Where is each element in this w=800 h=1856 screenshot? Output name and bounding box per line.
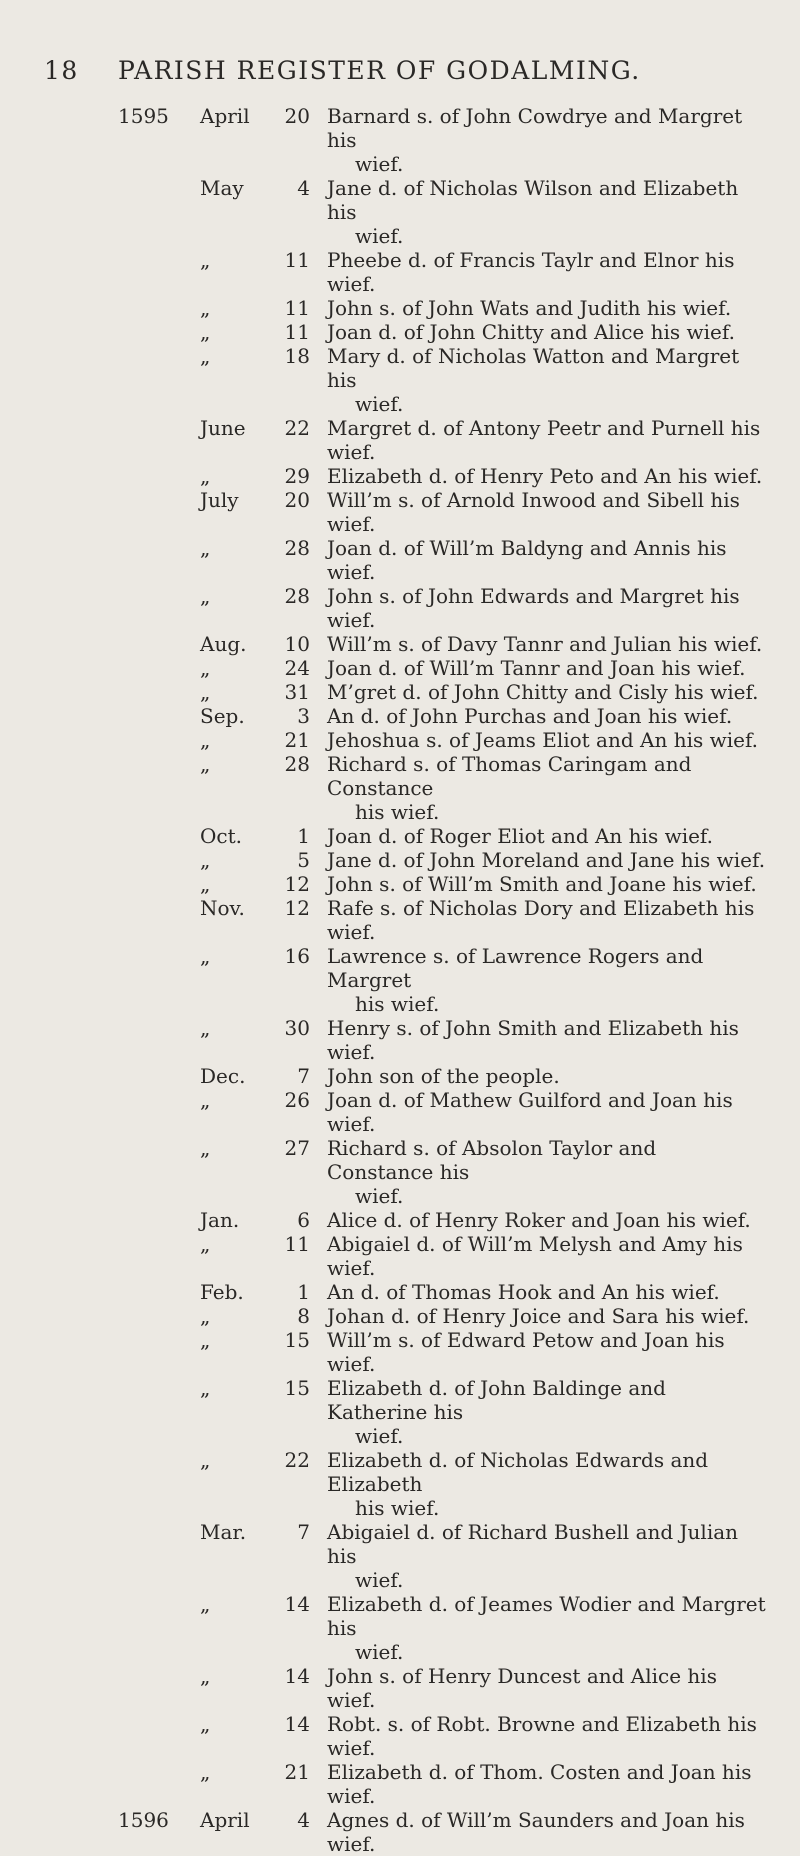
entry-text-block (327, 1592, 767, 1664)
entry-month: Feb. (200, 1280, 244, 1304)
register-entry (0, 1592, 800, 1664)
entry-text-block (327, 1232, 767, 1280)
register-entry (0, 1328, 800, 1376)
page-title: PARISH REGISTER OF GODALMING. (118, 56, 641, 85)
entry-text-block (327, 872, 767, 896)
entry-month: „ (200, 1232, 211, 1256)
entry-text: Jane d. of John Moreland and Jane his wief. (327, 848, 766, 872)
entry-day: 24 (284, 656, 310, 680)
entry-text-block (327, 704, 767, 728)
register-entry (0, 1760, 800, 1808)
entry-text-block (327, 248, 767, 296)
entry-month: Dec. (200, 1064, 246, 1088)
entry-text-continuation: wief. (355, 1640, 404, 1664)
entry-text: Margret d. of Antony Peetr and Purnell his wief. (327, 416, 761, 464)
entry-text: Henry s. of John Smith and Elizabeth his wief. (327, 1016, 739, 1064)
entry-month: „ (200, 1328, 211, 1352)
entry-text: John s. of Henry Duncest and Alice his wief. (327, 1664, 717, 1712)
entry-month: April (200, 1808, 250, 1832)
register-entry (0, 1712, 800, 1760)
entry-text: Elizabeth d. of Thom. Costen and Joan his wief. (327, 1760, 752, 1808)
entry-day: 20 (284, 104, 310, 128)
entry-text-continuation: wief. (355, 1568, 404, 1592)
entry-year: 1596 (118, 1808, 169, 1832)
entry-text-block (327, 1760, 767, 1808)
entry-day: 7 (297, 1064, 310, 1088)
entry-day: 26 (284, 1088, 310, 1112)
entry-text: Will’m s. of Arnold Inwood and Sibell his wief. (327, 488, 740, 536)
entry-month: „ (200, 1376, 211, 1400)
register-entry (0, 1136, 800, 1208)
entry-text-block (327, 1712, 767, 1760)
register-entry (0, 464, 800, 488)
entry-month: „ (200, 1448, 211, 1472)
entry-day: 8 (297, 1304, 310, 1328)
register-entry (0, 656, 800, 680)
entry-day: 14 (284, 1664, 310, 1688)
register-entry (0, 1232, 800, 1280)
entry-day: 21 (284, 728, 310, 752)
entry-text: Joan d. of Mathew Guilford and Joan his wief. (327, 1088, 733, 1136)
entry-text: Will’m s. of Edward Petow and Joan his wief. (327, 1328, 725, 1376)
register-entry (0, 416, 800, 464)
entry-text: Abigaiel d. of Richard Bushell and Julian his (327, 1520, 739, 1568)
entry-text-block (327, 1328, 767, 1376)
entry-day: 14 (284, 1592, 310, 1616)
entry-text: Pheebe d. of Francis Taylr and Elnor his wief. (327, 248, 735, 296)
entry-month: „ (200, 944, 211, 968)
entry-text-block (327, 104, 767, 176)
entry-day: 10 (284, 632, 310, 656)
entry-text: M’gret d. of John Chitty and Cisly his wief. (327, 680, 759, 704)
entry-month: „ (200, 752, 211, 776)
entry-text-continuation: wief. (355, 1424, 404, 1448)
entry-text: Richard s. of Absolon Taylor and Constance his (327, 1136, 657, 1184)
entry-month: Mar. (200, 1520, 247, 1544)
register-entry (0, 584, 800, 632)
entry-text-block (327, 1520, 767, 1592)
entry-month: Aug. (200, 632, 247, 656)
entry-day: 28 (284, 584, 310, 608)
entry-text-block (327, 464, 767, 488)
entry-month: July (200, 488, 239, 512)
entry-text-block (327, 1664, 767, 1712)
entry-text-block (327, 488, 767, 536)
entry-text: Elizabeth d. of Jeames Wodier and Margret his (327, 1592, 766, 1640)
entry-text: Agnes d. of Will’m Saunders and Joan his wief. (327, 1808, 745, 1856)
entry-month: Nov. (200, 896, 245, 920)
entry-month: „ (200, 248, 211, 272)
register-entry (0, 824, 800, 848)
entry-text-block (327, 656, 767, 680)
entry-day: 29 (284, 464, 310, 488)
entry-text-block (327, 752, 767, 824)
entry-text: Rafe s. of Nicholas Dory and Elizabeth his wief. (327, 896, 755, 944)
entry-text-block (327, 536, 767, 584)
entry-month: Sep. (200, 704, 245, 728)
entry-text-block (327, 584, 767, 632)
register-entry (0, 536, 800, 584)
register-entry (0, 1304, 800, 1328)
entry-text: John son of the people. (327, 1064, 560, 1088)
register-entry (0, 1208, 800, 1232)
entry-text-block (327, 1088, 767, 1136)
entry-text-block (327, 176, 767, 248)
entry-month: „ (200, 656, 211, 680)
register-entry (0, 176, 800, 248)
register-entry (0, 896, 800, 944)
register-entry (0, 320, 800, 344)
register-entry (0, 1448, 800, 1520)
register-entry (0, 944, 800, 1016)
entry-text-block (327, 416, 767, 464)
register-entry (0, 728, 800, 752)
entry-month: „ (200, 1664, 211, 1688)
entry-text-block (327, 320, 767, 344)
entry-day: 1 (297, 824, 310, 848)
entry-text: Barnard s. of John Cowdrye and Margret his (327, 104, 743, 152)
register-entry (0, 296, 800, 320)
entry-text-continuation: his wief. (355, 992, 440, 1016)
register-entry (0, 1376, 800, 1448)
entry-day: 11 (284, 1232, 310, 1256)
entry-text-continuation: wief. (355, 392, 404, 416)
entry-text-continuation: wief. (355, 1184, 404, 1208)
register-entry (0, 680, 800, 704)
entry-text: Johan d. of Henry Joice and Sara his wief. (327, 1304, 750, 1328)
entry-day: 4 (297, 1808, 310, 1832)
entry-text: Joan d. of Roger Eliot and An his wief. (327, 824, 713, 848)
entry-day: 5 (297, 848, 310, 872)
entry-month: „ (200, 1592, 211, 1616)
entry-month: „ (200, 1712, 211, 1736)
register-entry (0, 1016, 800, 1064)
entry-day: 28 (284, 752, 310, 776)
register-entry (0, 104, 800, 176)
register-entries (0, 104, 800, 1856)
entry-text-continuation: his wief. (355, 800, 440, 824)
register-entry (0, 1664, 800, 1712)
entry-text: Joan d. of Will’m Tannr and Joan his wief. (327, 656, 746, 680)
entry-month: „ (200, 728, 211, 752)
register-entry (0, 872, 800, 896)
entry-text: Joan d. of John Chitty and Alice his wief. (327, 320, 735, 344)
entry-text: John s. of Will’m Smith and Joane his wief. (327, 872, 757, 896)
register-entry (0, 1088, 800, 1136)
page-header (0, 56, 800, 96)
register-entry (0, 344, 800, 416)
entry-month: „ (200, 1088, 211, 1112)
entry-month: May (200, 176, 244, 200)
entry-text-block (327, 1448, 767, 1520)
entry-text: Joan d. of Will’m Baldyng and Annis his wief. (327, 536, 727, 584)
entry-text: John s. of John Wats and Judith his wief. (327, 296, 732, 320)
entry-day: 12 (284, 872, 310, 896)
entry-text-block (327, 1304, 767, 1328)
entry-text: Alice d. of Henry Roker and Joan his wief. (327, 1208, 751, 1232)
entry-text-block (327, 944, 767, 1016)
entry-month: „ (200, 1760, 211, 1784)
entry-day: 27 (284, 1136, 310, 1160)
register-entry (0, 1280, 800, 1304)
register-entry (0, 1064, 800, 1088)
entry-text-block (327, 680, 767, 704)
entry-month: „ (200, 1136, 211, 1160)
entry-text: Jehoshua s. of Jeams Eliot and An his wief. (327, 728, 758, 752)
entry-month: „ (200, 680, 211, 704)
entry-text-block (327, 1280, 767, 1304)
entry-text-continuation: his wief. (355, 1496, 440, 1520)
entry-text: Richard s. of Thomas Caringam and Constance (327, 752, 692, 800)
entry-text-block (327, 848, 767, 872)
entry-day: 11 (284, 320, 310, 344)
entry-year: 1595 (118, 104, 169, 128)
entry-month: „ (200, 344, 211, 368)
entry-day: 15 (284, 1376, 310, 1400)
entry-day: 15 (284, 1328, 310, 1352)
entry-day: 31 (284, 680, 310, 704)
entry-text-block (327, 1376, 767, 1448)
entry-day: 12 (284, 896, 310, 920)
register-entry (0, 848, 800, 872)
register-entry (0, 248, 800, 296)
entry-month: June (200, 416, 246, 440)
entry-text: John s. of John Edwards and Margret his wief. (327, 584, 740, 632)
entry-month: April (200, 104, 250, 128)
entry-month: „ (200, 1304, 211, 1328)
entry-month: „ (200, 464, 211, 488)
entry-text: Will’m s. of Davy Tannr and Julian his wief. (327, 632, 763, 656)
entry-text: Lawrence s. of Lawrence Rogers and Margret (327, 944, 704, 992)
page-number: 18 (44, 56, 79, 85)
register-entry (0, 752, 800, 824)
register-entry (0, 704, 800, 728)
entry-day: 1 (297, 1280, 310, 1304)
entry-text-block (327, 632, 767, 656)
entry-day: 6 (297, 1208, 310, 1232)
entry-day: 18 (284, 344, 310, 368)
entry-day: 30 (284, 1016, 310, 1040)
entry-text-block (327, 896, 767, 944)
entry-day: 28 (284, 536, 310, 560)
entry-month: „ (200, 848, 211, 872)
register-entry (0, 632, 800, 656)
entry-text-block (327, 1136, 767, 1208)
entry-day: 11 (284, 248, 310, 272)
entry-month: „ (200, 536, 211, 560)
register-entry (0, 1520, 800, 1592)
entry-day: 20 (284, 488, 310, 512)
entry-text: Elizabeth d. of Nicholas Edwards and Elizabeth (327, 1448, 709, 1496)
entry-day: 21 (284, 1760, 310, 1784)
entry-text-continuation: wief. (355, 152, 404, 176)
entry-month: „ (200, 872, 211, 896)
entry-text: Abigaiel d. of Will’m Melysh and Amy his wief. (327, 1232, 743, 1280)
entry-month: „ (200, 584, 211, 608)
entry-day: 16 (284, 944, 310, 968)
entry-day: 22 (284, 1448, 310, 1472)
entry-text: Jane d. of Nicholas Wilson and Elizabeth his (327, 176, 739, 224)
entry-text-block (327, 344, 767, 416)
entry-text-block (327, 824, 767, 848)
entry-text-block (327, 728, 767, 752)
register-entry (0, 488, 800, 536)
entry-text-block (327, 1016, 767, 1064)
entry-text: Elizabeth d. of Henry Peto and An his wief. (327, 464, 763, 488)
entry-text: Robt. s. of Robt. Browne and Elizabeth his wief. (327, 1712, 757, 1760)
entry-day: 14 (284, 1712, 310, 1736)
entry-text-continuation: wief. (355, 224, 404, 248)
entry-text: Mary d. of Nicholas Watton and Margret his (327, 344, 740, 392)
entry-month: Oct. (200, 824, 242, 848)
entry-day: 7 (297, 1520, 310, 1544)
entry-month: Jan. (200, 1208, 240, 1232)
register-entry (0, 1808, 800, 1856)
entry-month: „ (200, 296, 211, 320)
entry-day: 4 (297, 176, 310, 200)
entry-text: An d. of John Purchas and Joan his wief. (327, 704, 733, 728)
entry-text: Elizabeth d. of John Baldinge and Katherine his (327, 1376, 666, 1424)
entry-text-block (327, 1208, 767, 1232)
entry-text: An d. of Thomas Hook and An his wief. (327, 1280, 720, 1304)
entry-day: 3 (297, 704, 310, 728)
entry-text-block (327, 1808, 767, 1856)
entry-text-block (327, 296, 767, 320)
entry-day: 11 (284, 296, 310, 320)
entry-month: „ (200, 320, 211, 344)
entry-day: 22 (284, 416, 310, 440)
entry-month: „ (200, 1016, 211, 1040)
entry-text-block (327, 1064, 767, 1088)
